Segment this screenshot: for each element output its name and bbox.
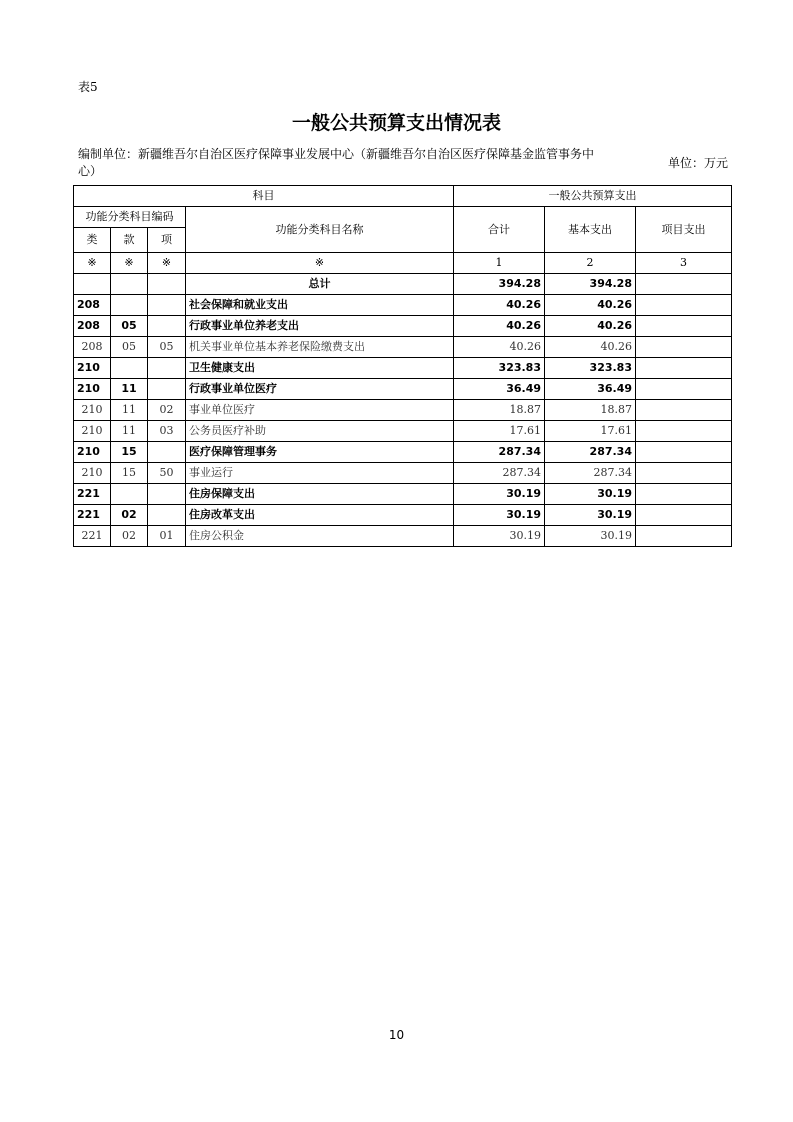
- cell-basic: 40.26: [545, 316, 636, 337]
- cell-name: 住房改革支出: [186, 505, 454, 526]
- cell-total: 287.34: [454, 463, 545, 484]
- cell-lei: 221: [74, 505, 111, 526]
- cell-xiang: 01: [148, 526, 186, 547]
- cell-basic: 36.49: [545, 379, 636, 400]
- cell-total: 17.61: [454, 421, 545, 442]
- cell-total: 36.49: [454, 379, 545, 400]
- cell-total: 40.26: [454, 337, 545, 358]
- budget-table: [73, 185, 732, 547]
- cell-lei: 208: [74, 316, 111, 337]
- cell-name: 事业运行: [186, 463, 454, 484]
- cell-xiang: [148, 442, 186, 463]
- cell-kuan: 11: [111, 421, 148, 442]
- header-xiang: 项: [148, 228, 186, 253]
- cell-lei: 210: [74, 421, 111, 442]
- cell-project: [636, 379, 732, 400]
- cell-total: 323.83: [454, 358, 545, 379]
- cell-name: 公务员医疗补助: [186, 421, 454, 442]
- cell-project: [636, 442, 732, 463]
- cell-total: 18.87: [454, 400, 545, 421]
- cell-kuan: [111, 274, 148, 295]
- cell-lei: [74, 274, 111, 295]
- cell-xiang: 50: [148, 463, 186, 484]
- cell-lei: 221: [74, 526, 111, 547]
- col-index-1: 1: [454, 253, 545, 274]
- cell-name: 行政事业单位养老支出: [186, 316, 454, 337]
- cell-name: 医疗保障管理事务: [186, 442, 454, 463]
- header-project: 项目支出: [636, 207, 732, 253]
- cell-kuan: 15: [111, 442, 148, 463]
- header-kuan: 款: [111, 228, 148, 253]
- cell-basic: 30.19: [545, 526, 636, 547]
- cell-total: 30.19: [454, 526, 545, 547]
- cell-xiang: [148, 358, 186, 379]
- cell-total: 394.28: [454, 274, 545, 295]
- cell-lei: 208: [74, 295, 111, 316]
- cell-kuan: 11: [111, 400, 148, 421]
- cell-kuan: 05: [111, 337, 148, 358]
- currency-unit: 单位：万元: [668, 156, 729, 170]
- cell-kuan: 11: [111, 379, 148, 400]
- cell-basic: 17.61: [545, 421, 636, 442]
- cell-kuan: [111, 484, 148, 505]
- table-row: [74, 358, 732, 379]
- cell-lei: 210: [74, 400, 111, 421]
- mark-xiang: ※: [148, 253, 186, 274]
- mark-lei: ※: [74, 253, 111, 274]
- cell-xiang: 02: [148, 400, 186, 421]
- cell-kuan: 02: [111, 526, 148, 547]
- cell-lei: 210: [74, 379, 111, 400]
- table-row: [74, 526, 732, 547]
- cell-basic: 287.34: [545, 463, 636, 484]
- cell-name: 事业单位医疗: [186, 400, 454, 421]
- cell-kuan: 02: [111, 505, 148, 526]
- col-index-2: 2: [545, 253, 636, 274]
- cell-lei: 210: [74, 442, 111, 463]
- page-title: 一般公共预算支出情况表: [291, 112, 501, 134]
- cell-basic: 30.19: [545, 484, 636, 505]
- compiling-unit: 编制单位：新疆维吾尔自治区医疗保障事业发展中心（新疆维吾尔自治区医疗保障基金监管事务中心）: [78, 147, 595, 178]
- header-lei: 类: [74, 228, 111, 253]
- cell-kuan: 05: [111, 316, 148, 337]
- table-row: [74, 379, 732, 400]
- table-row: [74, 400, 732, 421]
- table-row: [74, 505, 732, 526]
- cell-xiang: [148, 316, 186, 337]
- cell-name: 总计: [186, 274, 454, 295]
- table-row: [74, 484, 732, 505]
- cell-total: 287.34: [454, 442, 545, 463]
- cell-xiang: [148, 295, 186, 316]
- cell-project: [636, 274, 732, 295]
- cell-total: 30.19: [454, 505, 545, 526]
- cell-project: [636, 421, 732, 442]
- table-row: [74, 316, 732, 337]
- cell-xiang: [148, 484, 186, 505]
- cell-total: 40.26: [454, 295, 545, 316]
- header-subject: 科目: [74, 186, 454, 207]
- cell-lei: 208: [74, 337, 111, 358]
- cell-total: 40.26: [454, 316, 545, 337]
- cell-project: [636, 400, 732, 421]
- cell-name: 卫生健康支出: [186, 358, 454, 379]
- cell-xiang: [148, 274, 186, 295]
- col-index-3: 3: [636, 253, 732, 274]
- cell-total: 30.19: [454, 484, 545, 505]
- cell-kuan: 15: [111, 463, 148, 484]
- header-budget: 一般公共预算支出: [454, 186, 732, 207]
- cell-project: [636, 295, 732, 316]
- cell-basic: 40.26: [545, 337, 636, 358]
- cell-kuan: [111, 295, 148, 316]
- cell-basic: 394.28: [545, 274, 636, 295]
- cell-basic: 18.87: [545, 400, 636, 421]
- cell-project: [636, 337, 732, 358]
- table-row: [74, 274, 732, 295]
- cell-lei: 210: [74, 358, 111, 379]
- cell-project: [636, 358, 732, 379]
- cell-lei: 210: [74, 463, 111, 484]
- page-number: 10: [388, 1028, 405, 1042]
- table-row: [74, 442, 732, 463]
- header-basic: 基本支出: [545, 207, 636, 253]
- cell-name: 机关事业单位基本养老保险缴费支出: [186, 337, 454, 358]
- cell-project: [636, 463, 732, 484]
- table-row: [74, 421, 732, 442]
- cell-name: 社会保障和就业支出: [186, 295, 454, 316]
- cell-xiang: [148, 505, 186, 526]
- mark-kuan: ※: [111, 253, 148, 274]
- cell-name: 住房公积金: [186, 526, 454, 547]
- cell-project: [636, 526, 732, 547]
- cell-project: [636, 505, 732, 526]
- cell-xiang: [148, 379, 186, 400]
- cell-xiang: 05: [148, 337, 186, 358]
- mark-name: ※: [186, 253, 454, 274]
- header-code-group: 功能分类科目编码: [74, 207, 186, 228]
- cell-name: 行政事业单位医疗: [186, 379, 454, 400]
- table-row: [74, 337, 732, 358]
- header-total: 合计: [454, 207, 545, 253]
- cell-project: [636, 316, 732, 337]
- cell-xiang: 03: [148, 421, 186, 442]
- cell-basic: 40.26: [545, 295, 636, 316]
- table-number-label: 表5: [78, 80, 98, 94]
- cell-lei: 221: [74, 484, 111, 505]
- cell-basic: 287.34: [545, 442, 636, 463]
- table-row: [74, 295, 732, 316]
- cell-basic: 323.83: [545, 358, 636, 379]
- cell-project: [636, 484, 732, 505]
- header-name: 功能分类科目名称: [186, 207, 454, 253]
- cell-kuan: [111, 358, 148, 379]
- cell-basic: 30.19: [545, 505, 636, 526]
- cell-name: 住房保障支出: [186, 484, 454, 505]
- table-row: [74, 463, 732, 484]
